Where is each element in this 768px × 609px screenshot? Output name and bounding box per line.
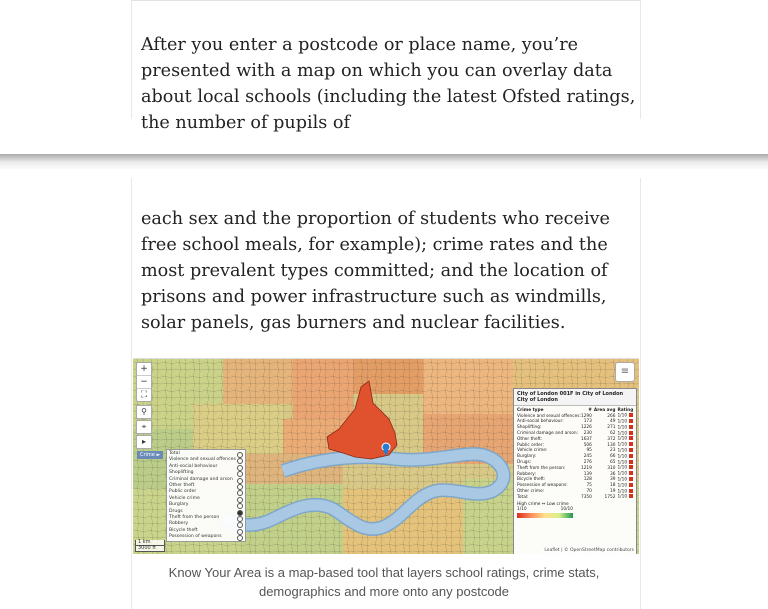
rating-swatch xyxy=(629,460,633,464)
cell-text: 1/10 xyxy=(617,489,628,495)
rating-swatch xyxy=(629,483,633,487)
cell-text: 66 xyxy=(609,454,616,460)
locate-button[interactable]: ⌖ xyxy=(136,420,152,434)
scale-bar xyxy=(135,540,165,552)
cell-text: 1637 xyxy=(580,436,592,442)
ramp-label: High crime ⇔ Low crime xyxy=(517,502,569,508)
rating-swatch xyxy=(629,494,633,498)
image-caption: Know Your Area is a map-based tool that layers school ratings, crime stats, demographics and more onto any postcode xyxy=(168,565,600,599)
rating-swatch xyxy=(629,465,633,469)
cell-text: Criminal damage and arson: xyxy=(517,430,579,436)
cell-text: 128 xyxy=(583,477,592,483)
cell-text: 23 xyxy=(609,448,616,454)
radio-button[interactable] xyxy=(237,465,243,471)
legend-item-label: Total xyxy=(169,451,180,456)
legend-item-label: Vehicle crime xyxy=(169,495,200,501)
legend-item-label: Criminal damage and arson xyxy=(169,476,233,482)
rating-swatch xyxy=(629,454,633,458)
legend-item-label: Violence and sexual offences xyxy=(169,457,236,463)
cell-text: 39 xyxy=(609,477,616,483)
cell-text: 75 xyxy=(586,483,592,489)
zoom-in-button[interactable]: + xyxy=(137,363,151,376)
cell-text: 1/10 xyxy=(617,442,628,448)
rating-swatch xyxy=(629,448,633,452)
article-paragraph-bottom: each sex and the proportion of students who receive free school meals, for example); crime rates and the most prevalent types committed; and the location of prisons and power infrastructure such as windmills, solar panels, gas burners and nuclear facilities. xyxy=(141,209,610,333)
cell-text: 245 xyxy=(583,454,592,460)
cell-text: 70 xyxy=(586,488,592,494)
cell-text: 1/10 xyxy=(617,477,628,483)
cell-text: Possession of weapons: xyxy=(517,483,568,489)
table-cell xyxy=(517,431,581,437)
table-cell xyxy=(581,477,594,483)
table-cell xyxy=(594,494,618,500)
cell-text: 139 xyxy=(583,471,592,477)
rating-swatch xyxy=(629,442,633,446)
cell-text: 1/10 xyxy=(617,465,628,471)
cell-text: 1/10 xyxy=(617,431,628,437)
fullscreen-button[interactable]: ⛶ xyxy=(140,390,148,400)
legend-item-label: Public order xyxy=(169,489,197,495)
table-cell xyxy=(581,436,594,442)
area-info-title: City of London 001F in City of London City of London xyxy=(514,389,636,406)
table-cell xyxy=(581,465,594,471)
table-cell xyxy=(581,494,594,500)
table-cell xyxy=(581,425,594,431)
cell-text: 276 xyxy=(583,459,592,465)
cell-text: 1/10 xyxy=(617,419,628,425)
cell-text: 506 xyxy=(583,442,592,448)
cell-text: Total: xyxy=(517,494,529,500)
cell-text: 18 xyxy=(609,483,616,489)
legend-item-label: Other theft xyxy=(169,482,195,488)
cell-text: Burglary: xyxy=(517,454,537,460)
cell-text: 372 xyxy=(607,436,616,442)
cell-text: 1/10 xyxy=(617,454,628,460)
crime-layer-tag[interactable]: Crime ► xyxy=(137,451,163,459)
cell-text: 49 xyxy=(609,419,616,425)
rating-swatch xyxy=(629,436,633,440)
cell-text: 1/10 xyxy=(617,471,628,477)
radio-button[interactable] xyxy=(237,497,243,503)
rating-swatch xyxy=(629,489,633,493)
ramp-color-bar xyxy=(517,513,573,518)
radio-button[interactable] xyxy=(237,478,243,484)
cell-text: 36 xyxy=(609,471,616,477)
cell-text: 1/10 xyxy=(617,436,628,442)
table-cell xyxy=(581,460,594,466)
legend-item-label: Anti-social behaviour xyxy=(169,463,218,469)
cell-text: Bicycle theft: xyxy=(517,477,546,483)
radio-button[interactable] xyxy=(237,516,243,522)
cell-text: 1/10 xyxy=(617,483,628,489)
cell-text: 62 xyxy=(609,430,616,436)
crime-map[interactable] xyxy=(133,358,639,554)
cell-text: Public order: xyxy=(517,442,544,448)
crime-stats-table xyxy=(517,408,633,500)
cell-text: Other theft: xyxy=(517,436,543,442)
cell-text: Other crime: xyxy=(517,488,545,494)
cell-text: 19 xyxy=(609,488,616,494)
legend-item-label: Bicycle theft xyxy=(169,527,198,533)
cell-text: 1/10 xyxy=(617,425,628,431)
table-cell xyxy=(517,494,581,500)
scale-km: 1 km xyxy=(135,540,165,546)
cell-text: 1219 xyxy=(580,465,592,471)
cell-text: Anti-social behaviour: xyxy=(517,419,564,425)
select-tool-button[interactable]: ▸ xyxy=(136,435,152,449)
cell-text: Vehicle crime: xyxy=(517,448,548,454)
cell-text: 271 xyxy=(607,425,616,431)
cell-text: 1226 xyxy=(580,425,592,431)
column-header: Crime type xyxy=(517,408,544,413)
cell-text: 230 xyxy=(583,430,592,436)
cell-text: 1290 xyxy=(580,413,592,419)
legend-item-label: Robbery xyxy=(169,521,189,527)
page-break-divider xyxy=(0,154,768,169)
rating-swatch xyxy=(629,477,633,481)
legend-item-label: Drugs xyxy=(169,508,183,514)
area-info-panel xyxy=(513,388,637,554)
zoom-out-button[interactable]: − xyxy=(137,376,151,389)
table-cell xyxy=(617,494,633,500)
map-attribution[interactable]: Leaflet | © OpenStreetMap contributors xyxy=(544,548,634,553)
radio-button[interactable] xyxy=(237,535,243,541)
search-button[interactable]: ⚲ xyxy=(136,405,152,419)
crime-type-legend xyxy=(166,449,246,542)
cell-text: 1/10 xyxy=(617,494,628,500)
cell-text: 266 xyxy=(607,413,616,419)
rating-swatch xyxy=(629,413,633,417)
rating-swatch xyxy=(629,471,633,475)
legend-item-label: Theft from the person xyxy=(169,514,220,520)
cell-text: 7350 xyxy=(580,494,592,500)
zoom-control xyxy=(136,362,152,402)
legend-item-label: Burglary xyxy=(169,502,189,508)
cell-text: 173 xyxy=(583,419,592,425)
cell-text: Shoplifting: xyxy=(517,425,542,431)
cell-text: Theft from the person: xyxy=(517,465,566,471)
scale-ft: 3000 ft xyxy=(135,546,165,552)
table-cell xyxy=(581,431,594,437)
cell-text: 1/10 xyxy=(617,448,628,454)
legend-item[interactable] xyxy=(169,534,243,540)
rating-swatch xyxy=(629,425,633,429)
cell-text: 1/10 xyxy=(617,460,628,466)
table-cell xyxy=(581,454,594,460)
ramp-left: 1/10 xyxy=(517,507,527,513)
cell-text: Robbery: xyxy=(517,471,536,477)
column-header: # xyxy=(588,408,592,413)
table-row xyxy=(517,494,633,500)
ramp-right: 10/10 xyxy=(560,507,573,513)
column-header: Rating xyxy=(617,408,634,413)
cell-text: 310 xyxy=(607,465,616,471)
cell-text: 1752 xyxy=(604,494,616,500)
column-header: Area avg xyxy=(593,408,616,413)
cell-text: 65 xyxy=(609,459,616,465)
cell-text: 130 xyxy=(607,442,616,448)
radio-button[interactable] xyxy=(237,529,243,535)
article-paragraph-top: After you enter a postcode or place name, you’re presented with a map on which you can overlay data about local schools (including the latest Ofsted ratings, the number of pupils of xyxy=(141,35,636,133)
layers-icon[interactable]: ≡ xyxy=(615,362,635,382)
radio-button[interactable] xyxy=(237,452,243,458)
cell-text: 95 xyxy=(586,448,592,454)
rating-swatch xyxy=(629,431,633,435)
radio-button[interactable] xyxy=(237,484,243,490)
radio-button[interactable] xyxy=(237,510,243,516)
legend-item-label: Possession of weapons xyxy=(169,534,222,540)
crime-ramp xyxy=(517,502,633,518)
cell-text: Drugs: xyxy=(517,459,532,465)
cell-text: 1/10 xyxy=(617,413,628,419)
cell-text: Violence and sexual offences: xyxy=(517,413,581,419)
rating-swatch xyxy=(629,419,633,423)
legend-item-label: Shoplifting xyxy=(169,470,194,476)
